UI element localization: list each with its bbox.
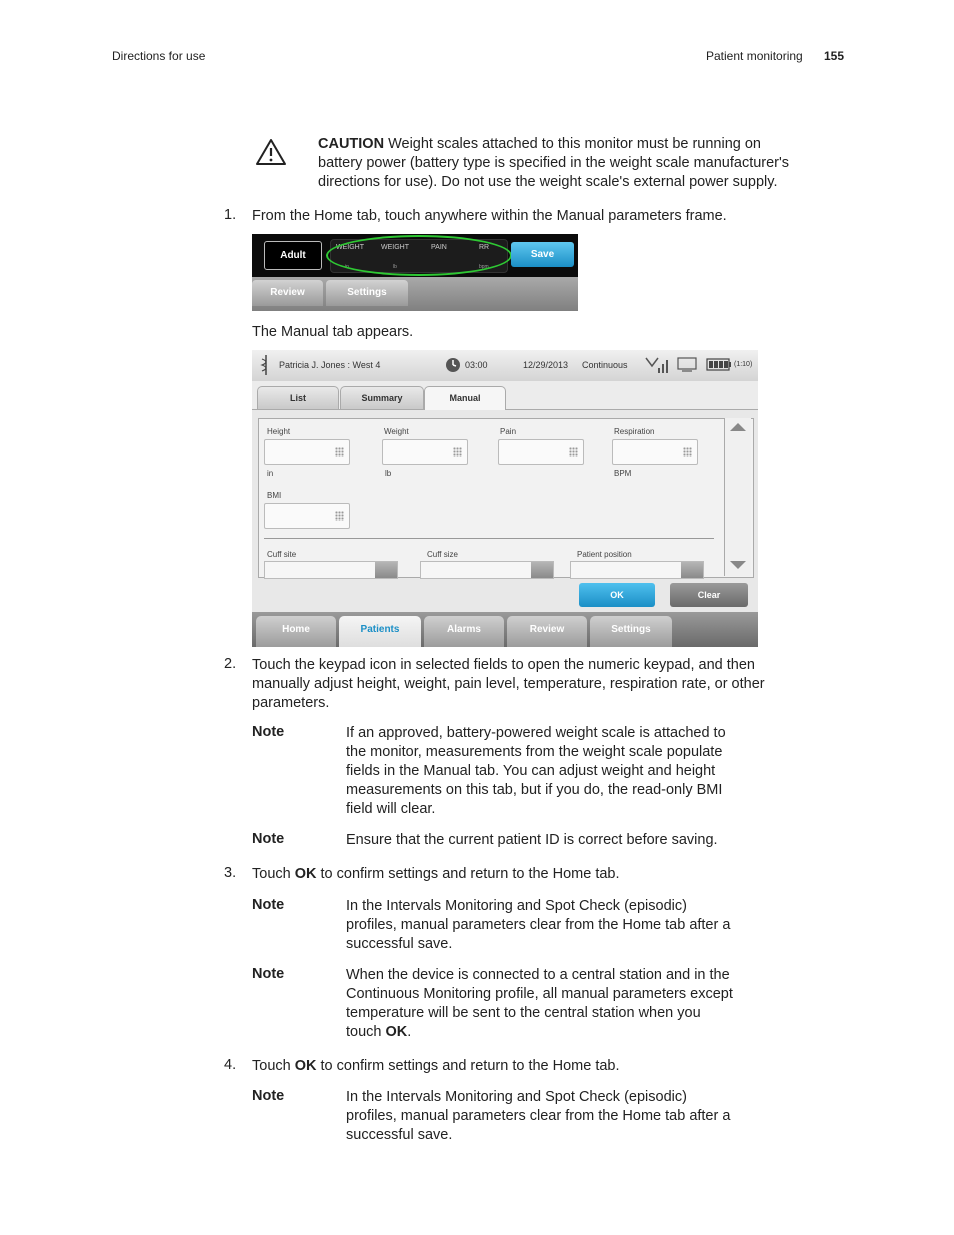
step-3-number: 3. xyxy=(224,865,237,881)
interval-timer[interactable]: 03:00 xyxy=(465,360,488,370)
chevron-down-icon[interactable] xyxy=(681,562,703,578)
step-2-text xyxy=(252,656,822,713)
tab-review[interactable]: Review xyxy=(507,616,587,647)
step-4-number: 4. xyxy=(224,1057,237,1073)
keypad-icon[interactable] xyxy=(683,447,692,457)
note-label: Note xyxy=(252,897,285,913)
note-line: temperature will be sent to the central station when you xyxy=(346,1005,701,1021)
note-line: fields in the Manual tab. You can adjust weight and height xyxy=(346,763,716,779)
battery-icon xyxy=(706,358,732,371)
height-label: Height xyxy=(267,427,291,436)
pain-label: Pain xyxy=(500,427,517,436)
weight-field[interactable] xyxy=(382,439,468,465)
note-line: When the device is connected to a central station and in the xyxy=(346,967,730,983)
tab-list[interactable]: List xyxy=(257,386,339,409)
note-line: successful save. xyxy=(346,1127,453,1143)
tab-settings[interactable]: Settings xyxy=(326,280,408,306)
status-bar xyxy=(252,350,758,382)
keypad-icon[interactable] xyxy=(569,447,578,457)
param-unit: in xyxy=(345,264,349,270)
step-3-pre: Touch xyxy=(252,866,295,882)
patient-position-label: Patient position xyxy=(577,550,632,559)
step-2-number: 2. xyxy=(224,656,237,672)
step-4-ok: OK xyxy=(294,1058,317,1074)
tab-home[interactable]: Home xyxy=(256,616,336,647)
clock-icon xyxy=(445,357,461,373)
note-line xyxy=(346,1023,776,1042)
battery-time: (1:10) xyxy=(734,361,753,368)
scroll-up-icon[interactable] xyxy=(729,422,747,432)
home-tab-bar xyxy=(252,277,578,311)
note-3-text xyxy=(346,897,776,954)
profile-label: Continuous xyxy=(582,360,628,370)
step-2-line: Touch the keypad icon in selected fields to open the numeric keypad, and then xyxy=(252,657,755,673)
scroll-down-icon[interactable] xyxy=(729,560,747,570)
tab-review[interactable]: Review xyxy=(252,280,323,306)
date-display: 12/29/2013 xyxy=(523,360,569,370)
clear-button[interactable]: Clear xyxy=(670,583,748,607)
signal-icon xyxy=(644,356,668,374)
cuff-size-label: Cuff size xyxy=(427,550,458,559)
note-line: successful save. xyxy=(346,936,453,952)
param-unit: bpm xyxy=(479,264,489,270)
step-2-line: parameters. xyxy=(252,695,330,711)
step-3-ok: OK xyxy=(294,866,317,882)
running-header-left: Directions for use xyxy=(112,49,206,63)
note-4-pre: touch xyxy=(346,1024,386,1040)
pain-field[interactable] xyxy=(498,439,584,465)
step-4-pre: Touch xyxy=(252,1058,295,1074)
respiration-field[interactable] xyxy=(612,439,698,465)
tab-summary[interactable]: Summary xyxy=(340,386,424,409)
keypad-icon[interactable] xyxy=(335,447,344,457)
network-icon xyxy=(677,357,697,373)
note-line: the monitor, measurements from the weight scale populate xyxy=(346,744,723,760)
note-line: profiles, manual parameters clear from the Home tab after a xyxy=(346,917,731,933)
page-number: 155 xyxy=(824,49,845,63)
main-tab-bar xyxy=(252,612,758,647)
bmi-field xyxy=(264,503,350,529)
chevron-down-icon[interactable] xyxy=(531,562,553,578)
step-1-number: 1. xyxy=(224,207,237,223)
param-label: PAIN xyxy=(431,244,447,251)
cuff-site-dropdown[interactable] xyxy=(264,561,398,579)
note-label: Note xyxy=(252,1088,285,1104)
param-label: WEIGHT xyxy=(336,244,364,251)
param-unit: lb xyxy=(393,264,397,270)
cuff-site-label: Cuff site xyxy=(267,550,297,559)
note-label: Note xyxy=(252,831,285,847)
weight-unit: lb xyxy=(385,469,392,478)
save-button[interactable]: Save xyxy=(511,242,574,267)
note-label: Note xyxy=(252,724,285,740)
warning-icon xyxy=(255,138,287,166)
patient-position-dropdown[interactable] xyxy=(570,561,704,579)
step-4-text xyxy=(252,1057,620,1076)
note-4-post: . xyxy=(407,1024,412,1040)
step-2-line: manually adjust height, weight, pain level, temperature, respiration rate, or other xyxy=(252,676,765,692)
step-4-post: to confirm settings and return to the Home tab. xyxy=(316,1058,620,1074)
weight-label: Weight xyxy=(384,427,409,436)
note-4-ok: OK xyxy=(385,1024,408,1040)
patient-name[interactable]: Patricia J. Jones : West 4 xyxy=(279,360,381,370)
respiration-label: Respiration xyxy=(614,427,655,436)
bmi-label: BMI xyxy=(267,491,282,500)
tab-alarms[interactable]: Alarms xyxy=(424,616,504,647)
caution-label: CAUTION xyxy=(318,136,385,152)
patients-subtabs xyxy=(252,381,758,410)
caduceus-icon xyxy=(260,354,272,376)
note-line: If an approved, battery-powered weight scale is attached to xyxy=(346,725,726,741)
height-field[interactable] xyxy=(264,439,350,465)
note-line: In the Intervals Monitoring and Spot Check (episodic) xyxy=(346,898,687,914)
home-tab-screenshot xyxy=(252,234,578,311)
note-label: Note xyxy=(252,966,285,982)
keypad-icon[interactable] xyxy=(453,447,462,457)
caution-text-3: directions for use). Do not use the weight scale's external power supply. xyxy=(318,174,778,190)
step-1-result: The Manual tab appears. xyxy=(252,324,414,340)
step-1-text: From the Home tab, touch anywhere within the Manual parameters frame. xyxy=(252,208,727,224)
step-3-text xyxy=(252,865,620,884)
caution-text-1: Weight scales attached to this monitor must be running on xyxy=(384,136,761,152)
running-header-section: Patient monitoring xyxy=(706,49,803,63)
note-line: measurements on this tab, but if you do, the read-only BMI xyxy=(346,782,723,798)
note-line: field will clear. xyxy=(346,801,436,817)
note-4-text xyxy=(346,966,776,1042)
adult-button[interactable]: Adult xyxy=(264,241,322,270)
cuff-size-dropdown[interactable] xyxy=(420,561,554,579)
note-2-text: Ensure that the current patient ID is correct before saving. xyxy=(346,832,718,848)
tab-patients[interactable]: Patients xyxy=(339,616,421,647)
ok-button[interactable]: OK xyxy=(579,583,655,607)
step-3-post: to confirm settings and return to the Home tab. xyxy=(316,866,620,882)
highlight-ellipse xyxy=(326,235,512,276)
respiration-unit: BPM xyxy=(614,469,632,478)
keypad-icon xyxy=(335,511,344,521)
note-1-text xyxy=(346,724,776,819)
tab-manual[interactable]: Manual xyxy=(424,386,506,410)
caution-text-2: battery power (battery type is specified in the weight scale manufacturer's xyxy=(318,155,790,171)
param-label: WEIGHT xyxy=(381,244,409,251)
manual-tab-screenshot xyxy=(252,350,758,647)
note-5-text xyxy=(346,1088,776,1145)
caution-block xyxy=(318,135,848,192)
scrollbar[interactable] xyxy=(724,418,751,576)
divider xyxy=(264,538,714,539)
tab-settings[interactable]: Settings xyxy=(590,616,672,647)
param-label: RR xyxy=(479,244,490,251)
note-line: profiles, manual parameters clear from the Home tab after a xyxy=(346,1108,731,1124)
note-line: In the Intervals Monitoring and Spot Check (episodic) xyxy=(346,1089,687,1105)
chevron-down-icon[interactable] xyxy=(375,562,397,578)
note-line: Continuous Monitoring profile, all manual parameters except xyxy=(346,986,733,1002)
height-unit: in xyxy=(267,469,274,478)
